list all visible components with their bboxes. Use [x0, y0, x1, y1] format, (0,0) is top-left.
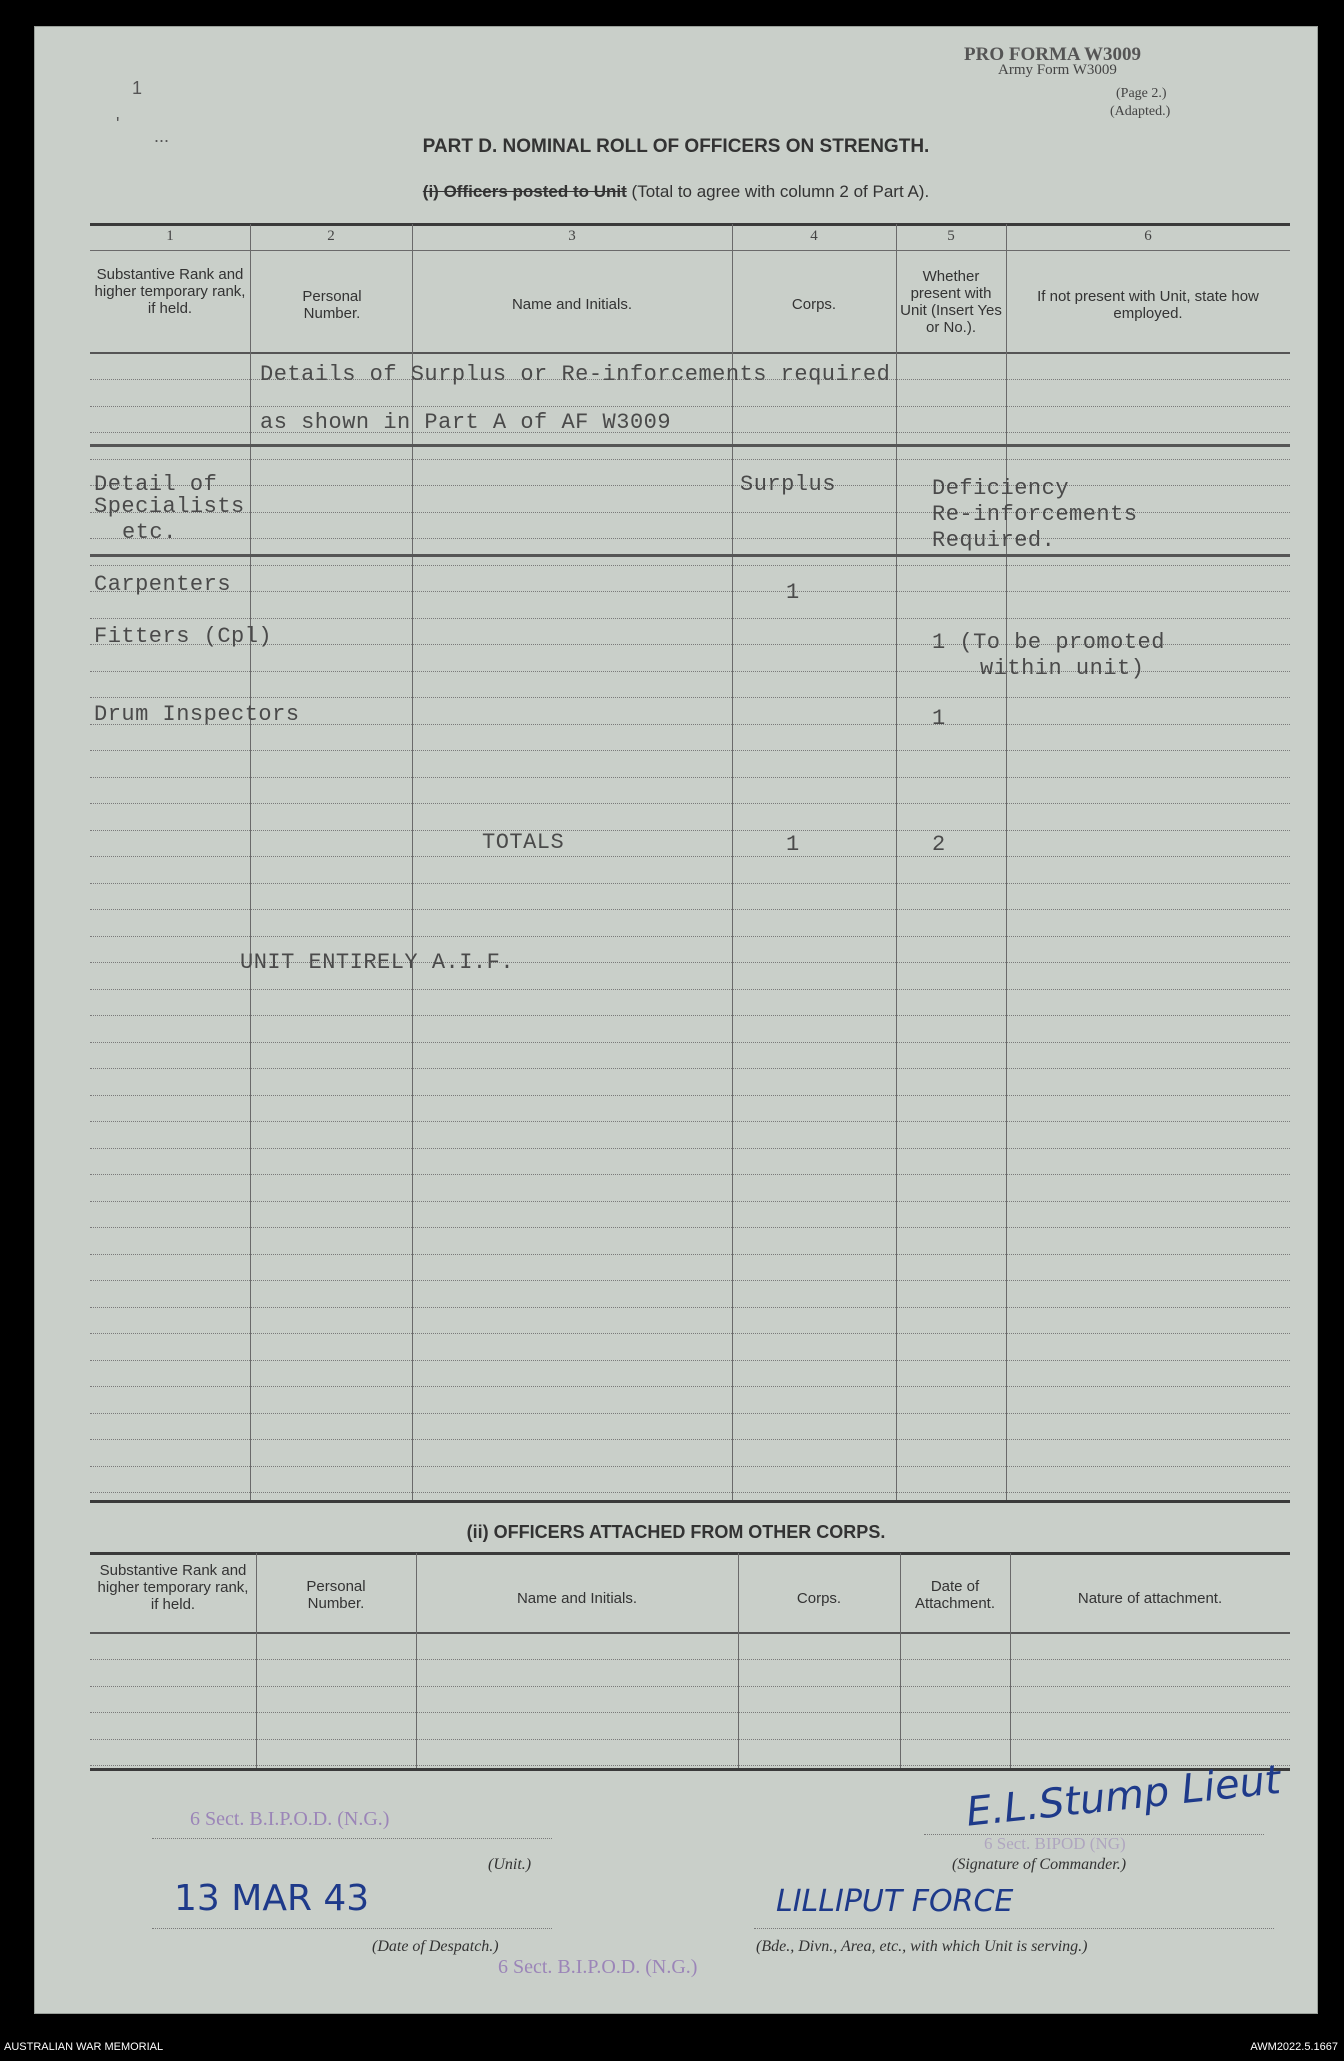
part-title: PART D. NOMINAL ROLL OF OFFICERS ON STRENGTH. — [422, 136, 930, 157]
typed-within-unit: within unit) — [980, 656, 1145, 681]
rule-line — [90, 485, 1290, 486]
despatch-date: 13 MAR 43 — [174, 1878, 370, 1919]
rule-line — [90, 803, 1290, 804]
typed-deficiency-heading: Deficiency — [932, 476, 1070, 501]
typed-row-surplus: 1 — [786, 580, 800, 605]
typed-totals-deficiency: 2 — [932, 832, 946, 857]
column-number: 2 — [327, 228, 335, 244]
rule-line — [90, 1360, 1290, 1361]
rule-line — [90, 1765, 1290, 1766]
ii-header-date: Date of Attachment. — [914, 1578, 996, 1612]
typed-detail-of: Detail of — [94, 472, 218, 497]
typed-etc: etc. — [122, 520, 177, 545]
adapted-label: (Adapted.) — [1110, 104, 1171, 119]
rule-line — [90, 883, 1290, 884]
form-page — [34, 26, 1318, 2014]
section-i-heading — [34, 182, 1318, 202]
typed-surplus-heading: Surplus — [740, 472, 836, 497]
rule-line — [90, 1227, 1290, 1228]
rule-line — [90, 1307, 1290, 1308]
despatch-date-label: (Date of Despatch.) — [372, 1938, 499, 1955]
rule-line — [90, 406, 1290, 407]
rule-line — [90, 1174, 1290, 1175]
column-header-rank: Substantive Rank and higher temporary rank, if held. — [94, 266, 246, 317]
rule-line — [90, 697, 1290, 698]
force-label: (Bde., Divn., Area, etc., with which Unit is serving.) — [756, 1938, 1088, 1955]
typed-row-name: Carpenters — [94, 572, 232, 597]
column-number: 6 — [1144, 228, 1152, 244]
rule-line — [90, 1333, 1290, 1334]
rule-line — [90, 777, 1290, 778]
proforma-label: PRO FORMA W3009 — [964, 44, 1141, 65]
archive-footer — [0, 2035, 1344, 2061]
rule-line — [90, 538, 1290, 539]
column-number: 4 — [810, 228, 818, 244]
unit-stamp: 6 Sect. B.I.P.O.D. (N.G.) — [190, 1808, 390, 1830]
typed-required-heading: Required. — [932, 528, 1056, 553]
rule-line — [90, 909, 1290, 910]
force-name: LILLIPUT FORCE — [776, 1884, 1014, 1919]
rule-line — [90, 1201, 1290, 1202]
rule-line — [90, 1439, 1290, 1440]
rule-line — [90, 1148, 1290, 1149]
column-header-name: Name and Initials. — [511, 296, 633, 313]
rule-line — [90, 1466, 1290, 1467]
ii-header-nature: Nature of attachment. — [1077, 1590, 1223, 1607]
typed-line-1: Details of Surplus or Re-inforcements required — [260, 362, 891, 387]
rule-line — [90, 591, 1290, 592]
rule-line — [90, 830, 1290, 831]
column-number: 1 — [166, 228, 174, 244]
rule-line — [90, 856, 1290, 857]
signature-label: (Signature of Commander.) — [952, 1856, 1127, 1873]
rule-line — [90, 1095, 1290, 1096]
rule-line — [90, 750, 1290, 751]
commander-signature: E.L.Stump Lieut — [964, 1757, 1283, 1836]
ii-header-personal-number: Personal Number. — [306, 1578, 366, 1612]
rule-line — [90, 1739, 1290, 1740]
column-header-employment: If not present with Unit, state how employed. — [1037, 288, 1259, 322]
rule-line — [90, 1042, 1290, 1043]
bottom-stamp: 6 Sect. B.I.P.O.D. (N.G.) — [498, 1956, 698, 1978]
rule-line — [90, 1280, 1290, 1281]
ii-header-corps: Corps. — [796, 1590, 842, 1607]
rule-line — [90, 1413, 1290, 1414]
army-form-label: Army Form W3009 — [998, 62, 1117, 78]
ii-header-rank: Substantive Rank and higher temporary rank, if held. — [97, 1562, 249, 1613]
rule-line — [90, 1712, 1290, 1713]
typed-unit-note: UNIT ENTIRELY A.I.F. — [240, 950, 515, 975]
column-header-personal-number: Personal Number. — [302, 288, 362, 322]
typed-reinforcements-heading: Re-inforcements — [932, 502, 1138, 527]
unit-label: (Unit.) — [488, 1856, 532, 1873]
rule-line — [90, 459, 1290, 460]
footer-left: AUSTRALIAN WAR MEMORIAL — [4, 2041, 164, 2053]
rule-line — [90, 989, 1290, 990]
typed-row-name: Fitters (Cpl) — [94, 624, 273, 649]
rule-line — [90, 1068, 1290, 1069]
typed-row-deficiency: 1 — [932, 706, 946, 731]
rule-line — [90, 1659, 1290, 1660]
rule-line — [90, 1015, 1290, 1016]
rule-line — [90, 565, 1290, 566]
rule-line — [90, 936, 1290, 937]
column-header-present: Whether present with Unit (Insert Yes or No.). — [900, 268, 1002, 336]
rule-line — [90, 1492, 1290, 1493]
typed-row-deficiency: 1 (To be promoted — [932, 630, 1165, 655]
page-label: (Page 2.) — [1116, 86, 1167, 101]
rule-line — [90, 1386, 1290, 1387]
typed-specialists: Specialists — [94, 494, 245, 519]
typed-totals-label: TOTALS — [482, 830, 565, 855]
column-header-corps: Corps. — [791, 296, 837, 313]
rule-line — [90, 1254, 1290, 1255]
ii-header-name: Name and Initials. — [516, 1590, 638, 1607]
typed-row-name: Drum Inspectors — [94, 702, 300, 727]
section-i-note: (Total to agree with column 2 of Part A). — [631, 182, 930, 201]
typed-totals-surplus: 1 — [786, 832, 800, 857]
section-ii-title: (ii) OFFICERS ATTACHED FROM OTHER CORPS. — [466, 1522, 886, 1542]
typed-line-2: as shown in Part A of AF W3009 — [260, 410, 672, 435]
rule-line — [90, 1121, 1290, 1122]
column-number: 5 — [947, 228, 955, 244]
faint-stamp-right: 6 Sect. BIPOD (NG) — [984, 1834, 1126, 1853]
margin-mark: ... — [154, 126, 170, 146]
margin-mark: ' — [116, 114, 120, 134]
rule-line — [90, 1686, 1290, 1687]
footer-right: AWM2022.5.1667 — [1250, 2041, 1338, 2053]
margin-mark: 1 — [132, 78, 143, 98]
section-i-label: (i) Officers posted to Unit — [422, 182, 627, 201]
column-number: 3 — [568, 228, 576, 244]
rule-line — [90, 618, 1290, 619]
